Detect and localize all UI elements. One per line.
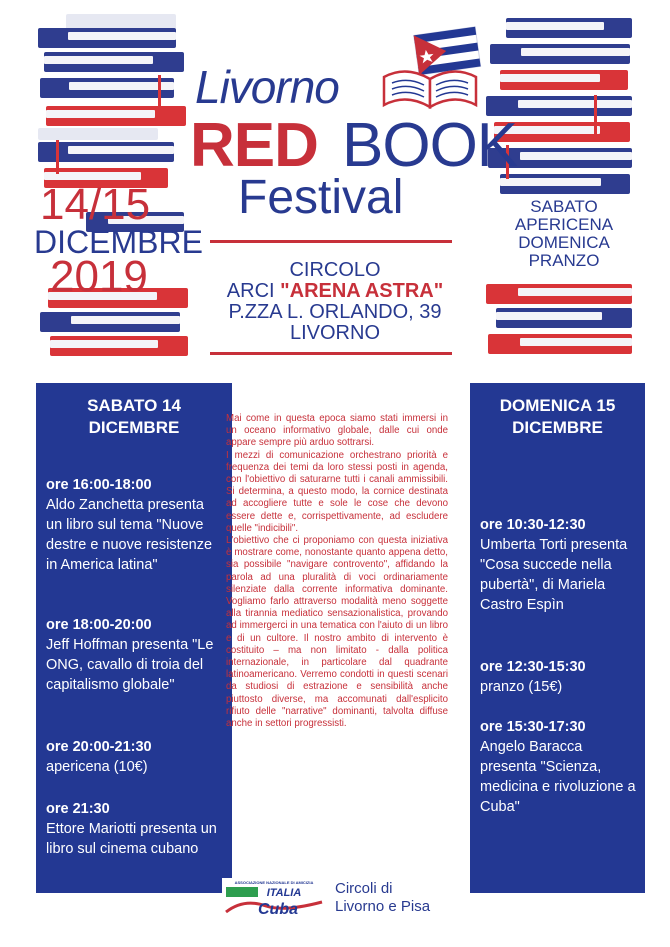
title-book: BOOK <box>342 111 518 180</box>
sunday-heading: DOMENICA 15 DICEMBRE <box>499 396 616 437</box>
program-slot: ore 18:00-20:00 Jeff Hoffman presenta "Le ONG, cavallo di troia del capitalismo globale" <box>46 617 214 693</box>
venue-address <box>205 260 465 344</box>
event-year: 2019 <box>50 252 148 301</box>
organizer-caption: Circoli di Livorno e Pisa <box>335 880 431 915</box>
svg-text:ASSOCIAZIONE NAZIONALE DI AMIC: ASSOCIAZIONE NAZIONALE DI AMICIZIA <box>234 880 314 885</box>
title-red: RED <box>190 111 318 180</box>
program-slot: ore 21:30 Ettore Mariotti presenta un libro sul cinema cubano <box>46 801 217 857</box>
venue-line-2: ARCI "ARENA ASTRA" <box>226 280 444 302</box>
saturday-program-panel <box>36 383 232 893</box>
program-slot: ore 20:00-21:30 apericena (10€) <box>46 739 152 775</box>
program-slot: ore 10:30-12:30 Umberta Torti presenta "Cosa succede nella pubertà", di Mariela Castro Espìn <box>480 517 628 613</box>
cuban-flag-open-book-icon <box>378 25 488 115</box>
event-month: DICEMBRE <box>34 224 203 260</box>
festival-description: Mai come in questa epoca siamo stati immersi in un oceano informativo globale, dalle cui onde appare sempre più arduo sottrarsi. I mezzi di comunicazione orchestrano priorità e frequenza dei temi da loro stessi posti in agenda, con l'obiettivo di saturarne tutti i canali ammissibili. Si determina, a questo modo, la cornice destinata ad accogliere tutte e sole le cose che devono essere dette e, corrispettivamente, ad escludere quelle "indicibili". L'obiettivo che ci proponiamo con questa iniziativa è mostrare come, nonostante quanto appena detto, sia possibile "navigare controvento", affidando la parola ad una pluralità di voci ordinariamente silenziate dalla corrente informativa dominante. Vogliamo farlo attraverso modalità meno soggette alla tirannia mediatico sensazionalistica, provando ad immergerci in una tematica con l'aiuto di un libro e di un cultore. Il nostro ambito di intervento è costituito – ma non limitato - dalla politica internazionale, in particolare dal quadrante latinoamericano. Verremo condotti in questi scenari da studiosi di estrazione e sensibilità anche piuttosto diverse, ma accomunati dall'esplicito rifiuto delle "narrative" dominanti, talvolta diffuse anche in settori progressisti. <box>226 413 448 730</box>
saturday-heading: SABATO 14 DICEMBRE <box>87 396 181 437</box>
title-divider-top <box>210 240 452 243</box>
title-divider-bottom <box>210 352 452 355</box>
program-slot: ore 16:00-18:00 Aldo Zanchetta presenta un libro sul tema "Nuove destre e nuove resistenze in America latina" <box>46 477 213 573</box>
meals-note: SABATO APERICENA DOMENICA PRANZO <box>514 197 614 270</box>
title-festival: Festival <box>238 171 404 224</box>
event-days: 14/15 <box>40 180 151 229</box>
venue-line-1: CIRCOLO <box>289 259 381 281</box>
venue-line-3: P.ZZA L. ORLANDO, 39 <box>228 301 442 323</box>
svg-text:Cuba: Cuba <box>258 901 298 916</box>
program-slot: ore 12:30-15:30 pranzo (15€) <box>480 659 586 695</box>
sunday-program-panel <box>470 383 645 893</box>
italia-cuba-association-logo <box>222 878 327 916</box>
title-city: Livorno <box>195 61 339 113</box>
svg-text:ITALIA: ITALIA <box>266 887 302 899</box>
program-slot: ore 15:30-17:30 Angelo Baracca presenta "Scienza, medicina e rivoluzione a Cuba" <box>480 719 636 815</box>
right-book-stack-illustration <box>486 0 636 365</box>
venue-line-4: LIVORNO <box>289 322 381 344</box>
